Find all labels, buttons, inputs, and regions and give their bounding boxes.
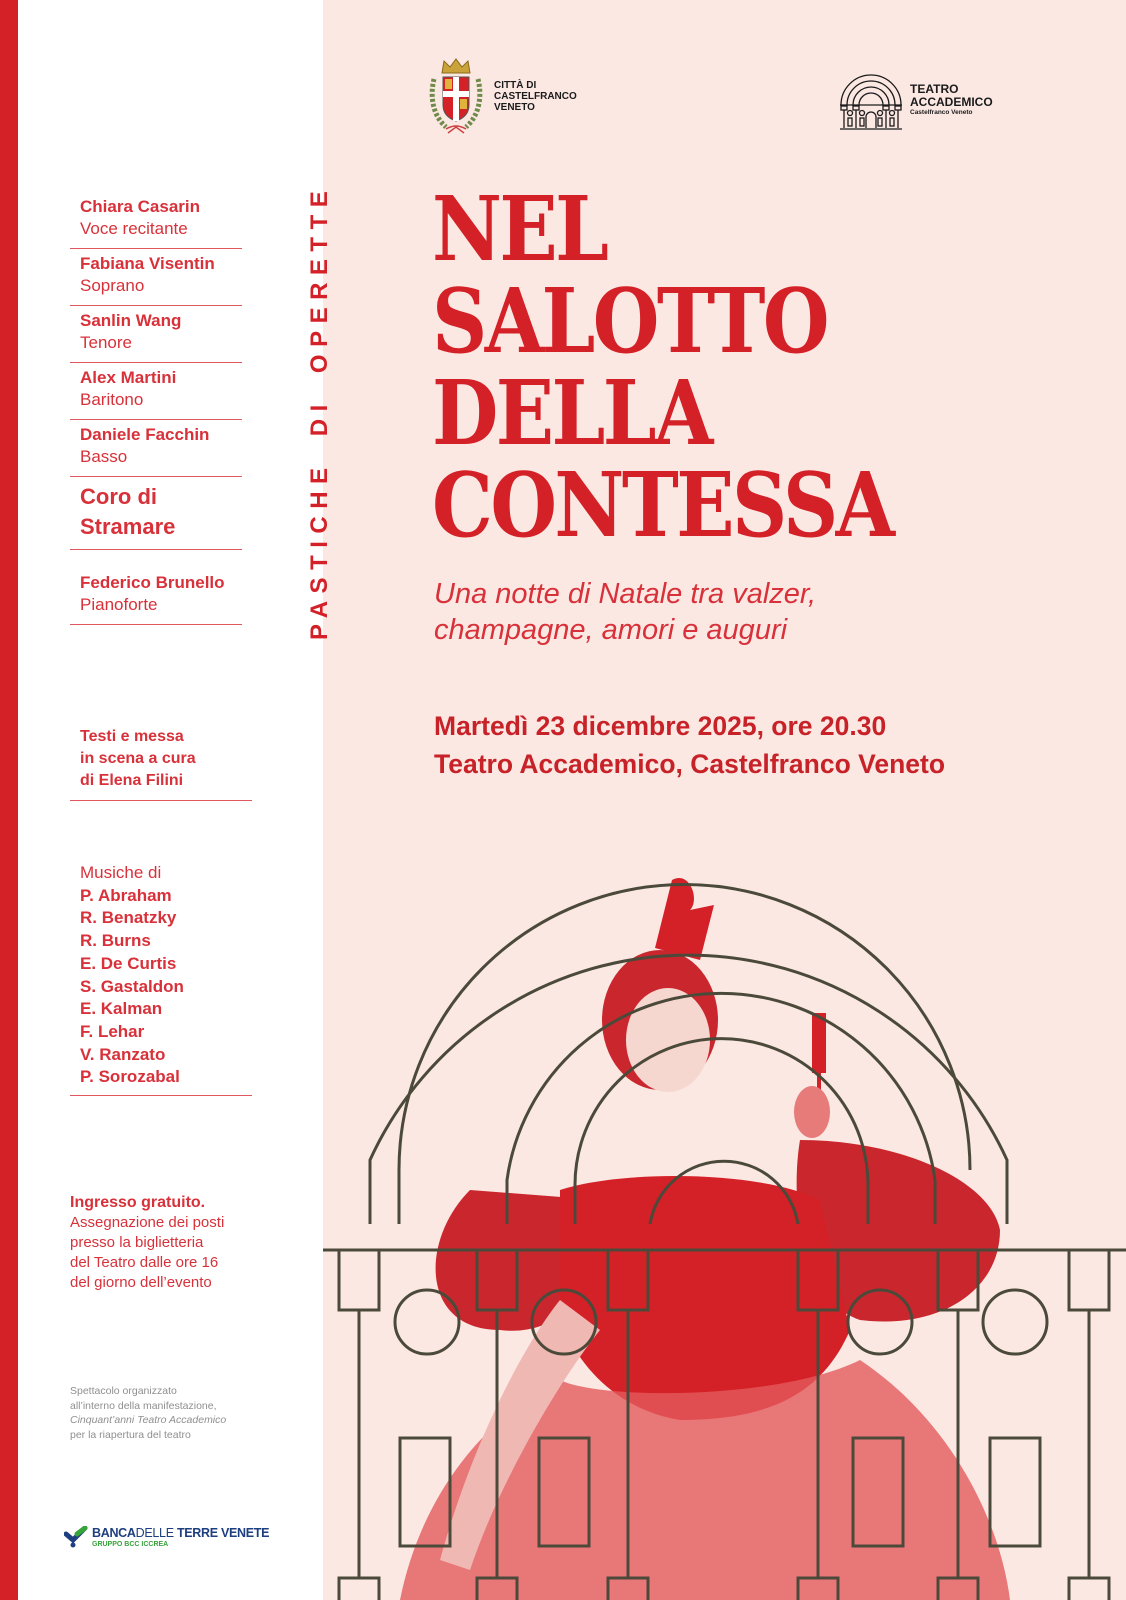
theatre-logo-location: Castelfranco Veneto [910,108,973,116]
entry-line: del Teatro dalle ore 16 [70,1254,219,1271]
city-logo-line: VENETO [494,101,535,113]
cast-role: Baritono [80,390,144,409]
staging-line: in scena a cura [80,750,196,767]
cast-role: Soprano [80,276,145,295]
cast-name: Sanlin Wang [80,311,182,330]
staging-credit [70,722,252,801]
page-title [432,176,893,557]
event-date: Martedì 23 dicembre 2025, ore 20.30 [434,711,887,741]
composer: E. De Curtis [80,953,177,973]
sponsor-name: BANCADELLE TERRE VENETE [92,1526,270,1540]
staging-line: Testi e messa [80,728,184,745]
event-details [434,707,945,783]
bank-check-icon [64,1526,88,1548]
music-credits [70,858,252,1096]
left-accent-bar [0,0,18,1600]
countess-figure [400,878,1010,1600]
entry-lead: Ingresso gratuito. [70,1194,206,1211]
composer: R. Burns [80,931,151,951]
cast-item [70,249,242,306]
cast-item [70,306,242,363]
title-line: DELLA [432,360,711,465]
pianist-item [70,550,242,625]
sponsor-logo [64,1526,269,1549]
music-label: Musiche di [80,863,162,882]
cast-role: Tenore [80,333,132,352]
entry-line: Assegnazione dei posti [70,1214,225,1231]
cast-list [70,192,242,625]
theatre-logo [838,65,993,133]
composer: E. Kalman [80,999,163,1019]
coat-of-arms-icon [428,55,484,137]
title-line: NEL [432,176,607,281]
note-line: per la riapertura del teatro [70,1428,191,1441]
subtitle [434,576,816,648]
choir-name: Coro di [80,484,157,509]
cast-name: Daniele Facchin [80,425,210,444]
countess-illustration [323,840,1126,1600]
subtitle-line: champagne, amori e auguri [434,614,788,646]
cast-item [70,420,242,477]
note-line: Spettacolo organizzato [70,1385,177,1397]
cast-item [70,192,242,249]
cast-item [70,363,242,420]
composer: P. Sorozabal [80,1067,180,1087]
choir-item [70,477,242,550]
theatre-logo-name: TEATRO [910,81,959,96]
entry-line: presso la biglietteria [70,1234,204,1251]
cast-name: Alex Martini [80,368,177,387]
sponsor-group: GRUPPO BCC ICCREA [92,1541,169,1548]
entry-line: del giorno dell’evento [70,1274,212,1291]
composer: S. Gastaldon [80,976,184,996]
theatre-logo-name: ACCADEMICO [910,94,993,109]
composer: P. Abraham [80,885,172,905]
event-venue: Teatro Accademico, Castelfranco Veneto [434,749,946,779]
city-logo-line: CITTÀ DI [494,79,537,91]
cast-role: Voce recitante [80,219,188,238]
choir-name: Stramare [80,514,176,539]
cast-role: Basso [80,447,128,466]
title-line: CONTESSA [432,452,893,557]
entry-info [70,1193,270,1293]
genre-vertical-label: PASTICHE DI OPERETTE [306,183,333,640]
note-line: all’interno della manifestazione, [70,1399,217,1412]
theatre-arches-icon [838,65,904,133]
composer: F. Lehar [80,1021,145,1041]
subtitle-line: Una notte di Natale tra valzer, [434,578,817,610]
composer: V. Ranzato [80,1044,166,1064]
pianist-name: Federico Brunello [80,573,225,592]
note-line-italic: Cinquant’anni Teatro Accademico [70,1414,227,1426]
staging-line: di Elena Filini [80,772,184,789]
composer: R. Benatzky [80,908,177,928]
city-logo [428,55,577,137]
city-logo-line: CASTELFRANCO [494,90,577,102]
cast-name: Chiara Casarin [80,197,200,216]
organizer-note [70,1384,270,1442]
pianist-role: Pianoforte [80,595,158,614]
cast-name: Fabiana Visentin [80,254,215,273]
title-line: SALOTTO [432,268,827,373]
